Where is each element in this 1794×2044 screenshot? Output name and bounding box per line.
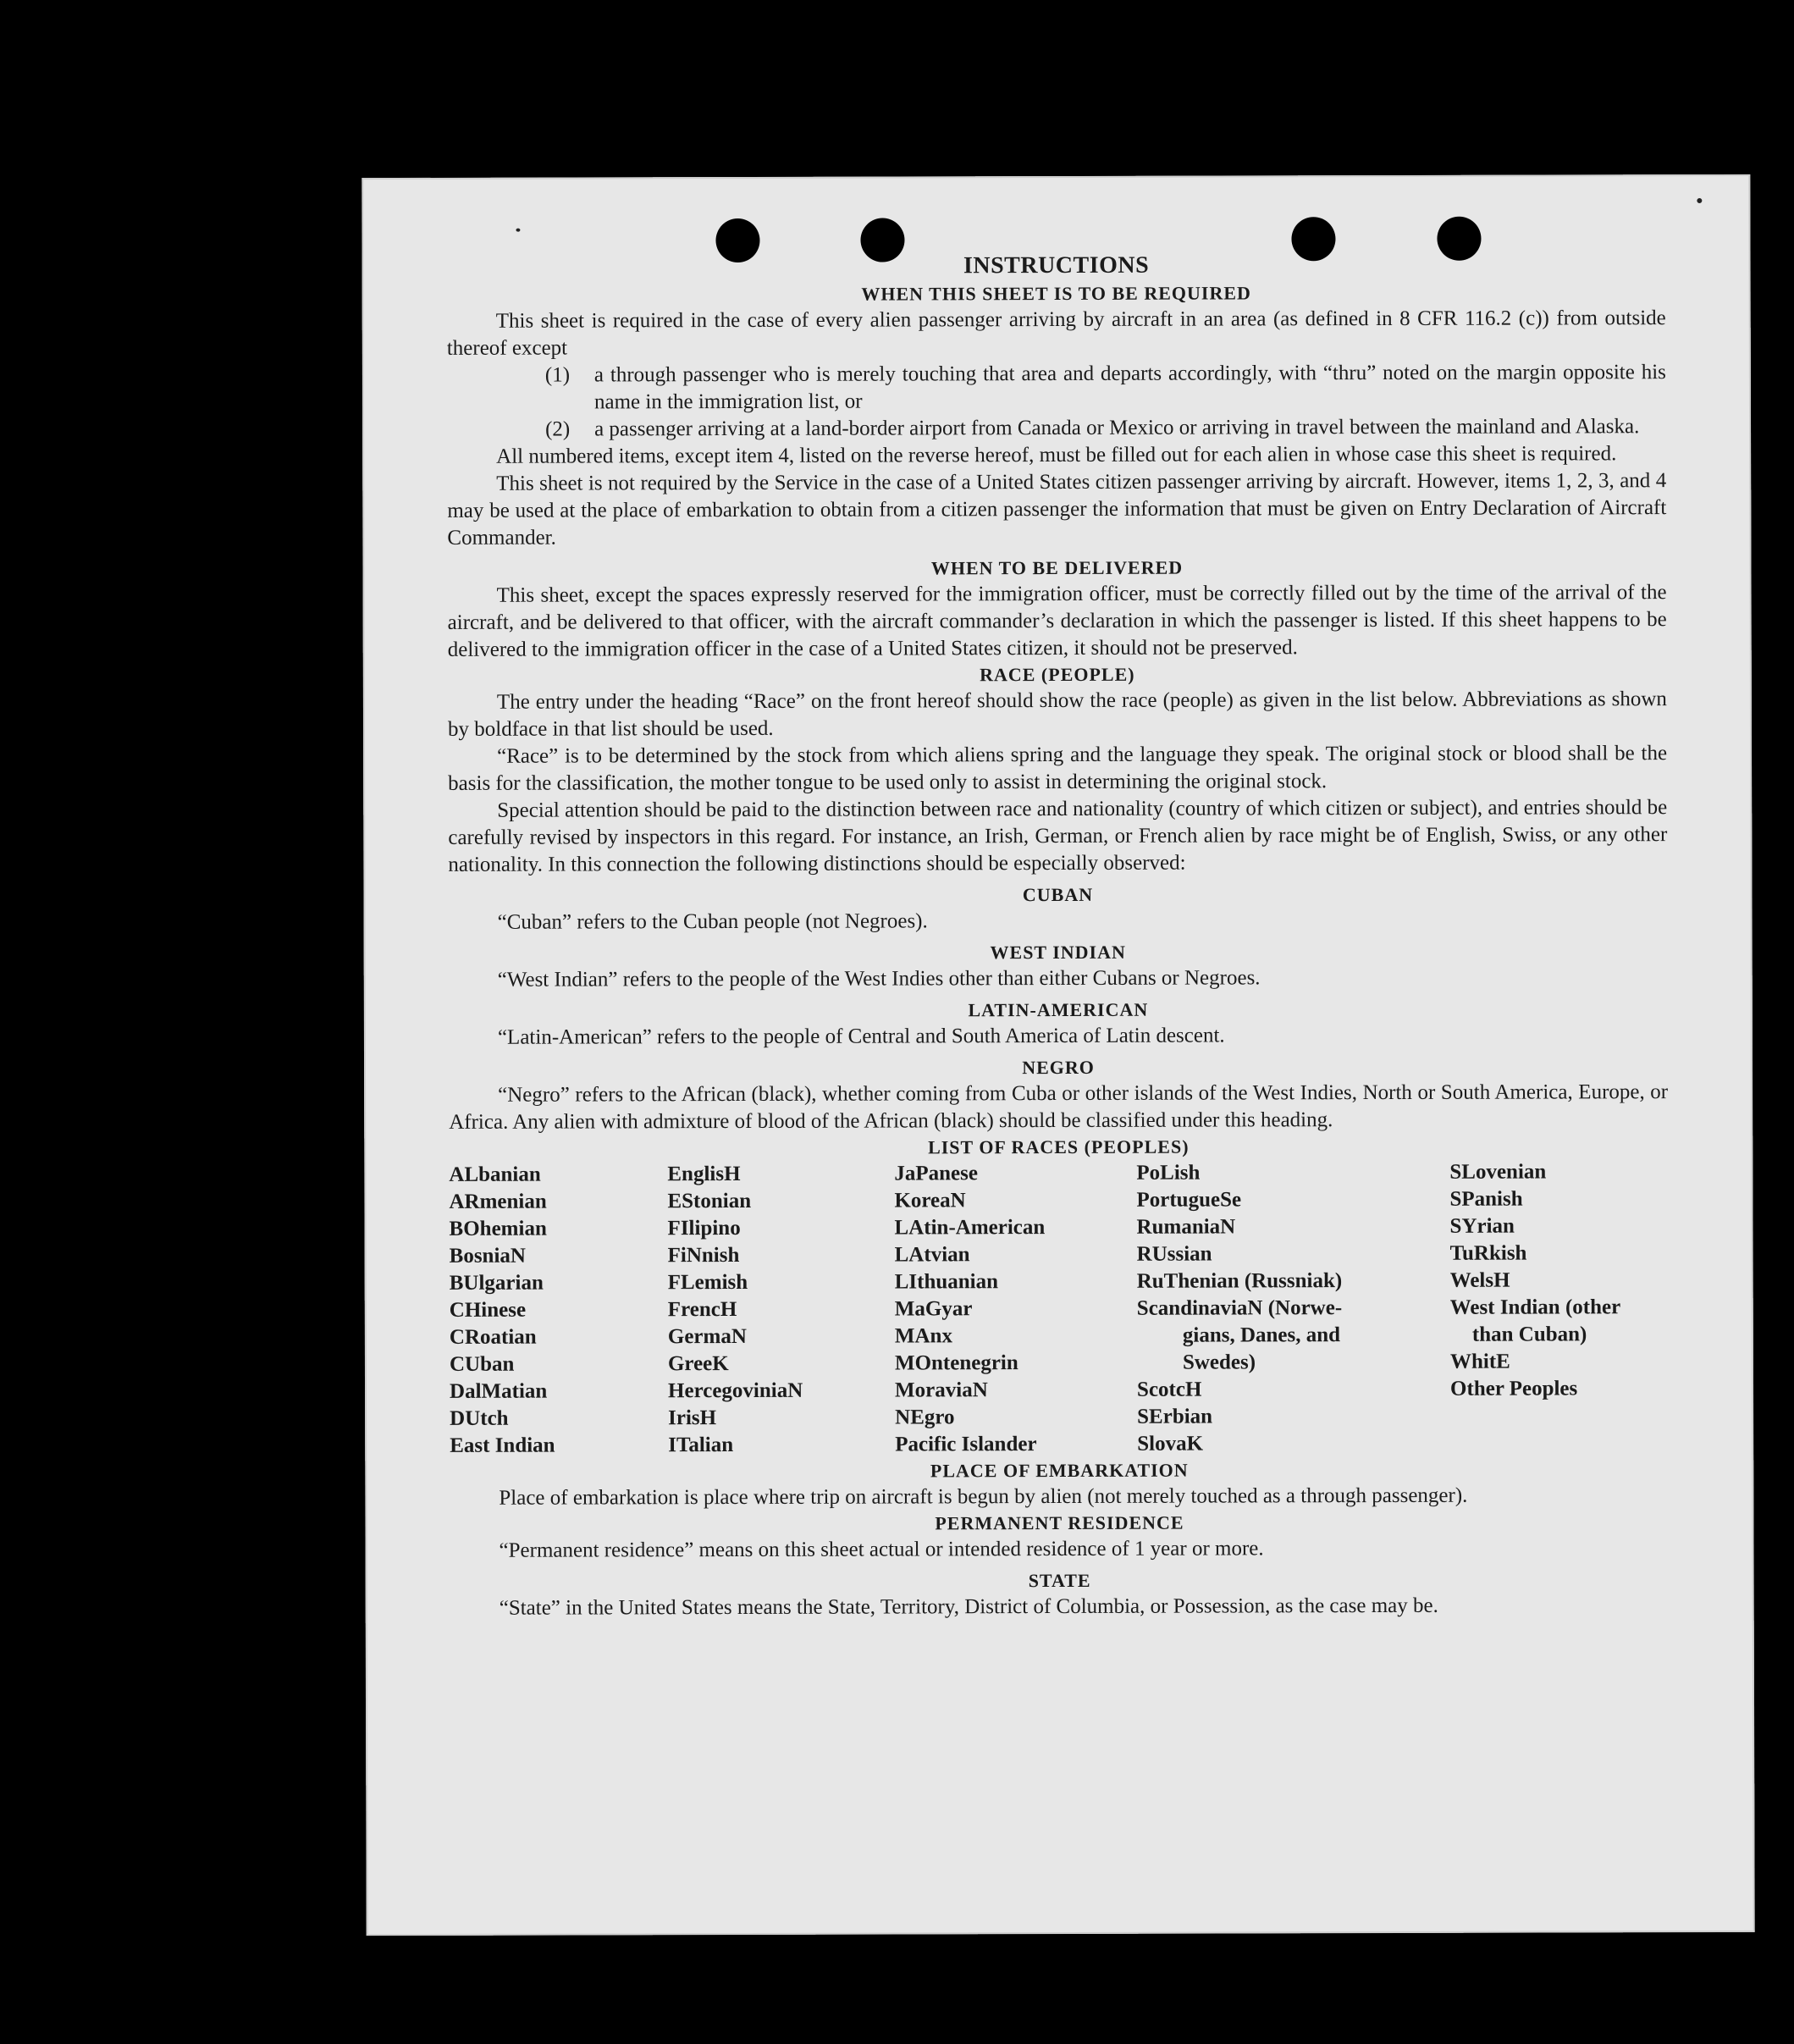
race-entry: WelsH	[1449, 1268, 1510, 1292]
race-entry: ScotcH	[1136, 1378, 1202, 1401]
section-heading-list: LIST OF RACES (PEOPLES)	[928, 1135, 1190, 1158]
section-heading-embarkation: PLACE OF EMBARKATION	[930, 1459, 1189, 1482]
paragraph: Special attention should be paid to the distinction between race and nationality (country of which citizen or subject), and entries should be carefully revised by inspectors in this regard. For instance, an Irish, German, or French alien by race might be of English, Swiss, or any other nationality. In this connection the following distinctions should be especially observed:	[448, 796, 1668, 876]
race-entry-continued: Swedes)	[1182, 1351, 1256, 1374]
race-entry: FIlipino	[667, 1216, 741, 1240]
race-entry: ARmenian	[449, 1190, 547, 1213]
race-entry: MaGyar	[894, 1297, 973, 1321]
race-entry: JaPanese	[894, 1162, 979, 1185]
race-entry: SYrian	[1449, 1214, 1515, 1238]
paragraph: “Permanent residence” means on this sheet actual or intended residence of 1 year or more.	[499, 1537, 1264, 1562]
section-heading-race: RACE (PEOPLE)	[980, 663, 1135, 686]
race-entry: GreeK	[667, 1352, 729, 1376]
races-column-4	[1136, 1159, 1450, 1458]
race-entry: RUssian	[1136, 1242, 1212, 1266]
speck	[1697, 198, 1702, 203]
race-entry: East Indian	[450, 1434, 555, 1457]
item-text: a through passenger who is merely touching that area and departs accordingly, with “thru” noted on the margin opposite his name in the immigration list, or	[593, 361, 1666, 414]
race-entry: TuRkish	[1449, 1241, 1527, 1265]
list-item	[545, 413, 1666, 443]
race-entry: CRoatian	[449, 1325, 537, 1349]
paragraph: This sheet is not required by the Service in the case of a United States citizen passenger arriving by aircraft. However, items 1, 2, 3, and 4 may be used at the place of embarkation to obtain from a citizen passenger the information that must be given on Entry Declaration of Aircraft Commander.	[447, 469, 1667, 550]
section-heading-negro: NEGRO	[1022, 1056, 1095, 1079]
race-entry: IrisH	[668, 1406, 717, 1430]
race-entry-continued: gians, Danes, and	[1182, 1323, 1341, 1347]
race-entry: PoLish	[1136, 1161, 1201, 1185]
race-entry: BOhemian	[449, 1217, 547, 1240]
race-entry: CUban	[449, 1352, 515, 1376]
list-item	[545, 359, 1666, 416]
instructions-text	[447, 249, 1670, 1622]
race-entry: ALbanian	[449, 1163, 541, 1186]
paragraph: This sheet, except the spaces expressly reserved for the immigration officer, must be correctly filled out by the time of the arrival of the aircraft, and be delivered to that officer, with the aircraft commander’s declaration in which the passenger is listed. If this sheet happens to be delivered to the immigration officer in the case of a United States citizen, it should not be preserved.	[447, 581, 1667, 661]
race-entry: ITalian	[668, 1434, 734, 1457]
race-entry: BosniaN	[449, 1244, 526, 1268]
race-entry: LIthuanian	[894, 1270, 999, 1294]
race-entry: LAtin-American	[894, 1216, 1046, 1240]
races-column-2	[667, 1161, 895, 1460]
race-entry-continued: than Cuban)	[1471, 1323, 1587, 1346]
item-number: (1)	[544, 363, 571, 387]
race-entry: GermaN	[667, 1324, 747, 1349]
race-entry: HercegoviniaN	[668, 1378, 803, 1403]
section-heading-west-indian: WEST INDIAN	[990, 941, 1126, 964]
section-heading-required: WHEN THIS SHEET IS TO BE REQUIRED	[861, 282, 1251, 305]
race-entry: FLemish	[667, 1270, 748, 1295]
race-entry: SErbian	[1137, 1405, 1213, 1428]
paragraph: This sheet is required in the case of every alien passenger arriving by aircraft in an area (as defined in 8 CFR 116.2 (c)) from outside thereof except	[446, 307, 1666, 360]
item-text: a passenger arriving at a land-border airport from Canada or Mexico or arriving in travel between the mainland and Alaska.	[594, 415, 1640, 441]
race-entry: West Indian (other	[1449, 1295, 1621, 1319]
race-entry: BUlgarian	[449, 1271, 544, 1295]
race-entry: DUtch	[450, 1406, 509, 1430]
race-entry: MOntenegrin	[894, 1351, 1018, 1375]
paragraph: All numbered items, except item 4, listed on the reverse hereof, must be filled out for each alien in whose case this sheet is required.	[496, 442, 1617, 468]
paragraph: “Race” is to be determined by the stock from which aliens spring and the language they speak. The original stock or blood shall be the basis for the classification, the mother tongue to be used only to assist in determining the original stock.	[448, 742, 1668, 795]
paragraph: “State” in the United States means the State, Territory, District of Columbia, or Possession, as the case may be.	[499, 1594, 1438, 1620]
race-entry: Other Peoples	[1449, 1377, 1578, 1400]
paragraph: “Negro” refers to the African (black), whether coming from Cuba or other islands of the West Indies, North or South America, Europe, or Africa. Any alien with admixture of blood of the African (black) should be classified under this heading.	[449, 1080, 1669, 1134]
section-heading-state: STATE	[1028, 1569, 1091, 1592]
document-sheet	[362, 174, 1754, 1936]
paragraph: Place of embarkation is place where trip on aircraft is begun by alien (not merely touched as a through passenger).	[499, 1483, 1468, 1510]
race-entry: MoraviaN	[895, 1378, 988, 1402]
race-entry: RumaniaN	[1136, 1215, 1236, 1239]
item-number: (2)	[545, 417, 571, 441]
race-entry: DalMatian	[450, 1379, 548, 1403]
race-entry: FrencH	[667, 1297, 737, 1322]
race-entry: EStonian	[667, 1189, 752, 1213]
race-entry: MAnx	[894, 1324, 952, 1348]
race-entry: CHinese	[449, 1298, 527, 1322]
speck	[516, 229, 520, 232]
race-entry: SlovaK	[1137, 1432, 1204, 1456]
race-entry: ScandinaviaN (Norwe-	[1136, 1296, 1343, 1320]
race-entry: KoreaN	[894, 1189, 966, 1213]
race-entry: NEgro	[895, 1406, 955, 1429]
race-entry: PortugueSe	[1136, 1188, 1242, 1212]
section-heading-delivered: WHEN TO BE DELIVERED	[930, 556, 1184, 579]
section-heading-residence: PERMANENT RESIDENCE	[935, 1511, 1184, 1534]
race-entry: Pacific Islander	[895, 1433, 1037, 1456]
race-entry: RuThenian (Russniak)	[1136, 1269, 1343, 1293]
paragraph: “Latin-American” refers to the people of Central and South America of Latin descent.	[497, 1024, 1225, 1049]
race-entry: SPanish	[1449, 1187, 1523, 1211]
paragraph: The entry under the heading “Race” on the front hereof should show the race (people) as given in the list below. Abbreviations as shown by boldface in that list should be used.	[447, 688, 1667, 741]
race-entry: EnglisH	[667, 1162, 741, 1186]
races-column-1	[449, 1161, 668, 1460]
race-entry: SLovenian	[1449, 1160, 1547, 1184]
race-entry: WhitE	[1449, 1350, 1510, 1373]
races-column-3	[894, 1160, 1137, 1459]
page-title: INSTRUCTIONS	[963, 251, 1150, 279]
races-list	[449, 1158, 1669, 1460]
paragraph: “Cuban” refers to the Cuban people (not Negroes).	[497, 909, 928, 934]
section-heading-cuban: CUBAN	[1022, 883, 1094, 906]
races-column-5	[1449, 1158, 1669, 1457]
race-entry: FiNnish	[667, 1243, 740, 1268]
paragraph: “West Indian” refers to the people of the West Indies other than either Cubans or Negroes.	[497, 966, 1261, 992]
section-heading-latin-american: LATIN-AMERICAN	[968, 998, 1149, 1021]
race-entry: LAtvian	[894, 1243, 970, 1267]
